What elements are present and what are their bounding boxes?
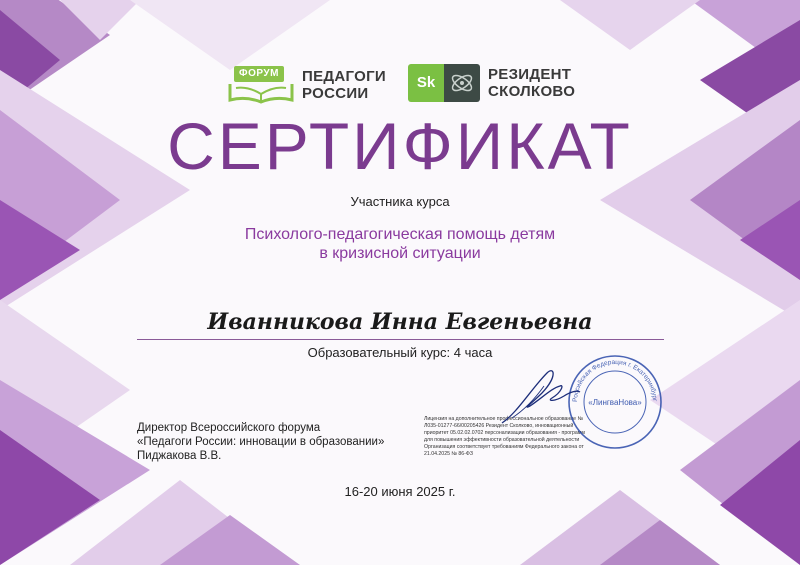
director-forum-name: «Педагоги России: инновации в образовании» <box>137 436 385 448</box>
license-line: 21.04.2025 № 86-ФЗ <box>424 451 473 457</box>
director-title: Директор Всероссийского форума <box>137 422 321 434</box>
bg-shape <box>130 0 330 70</box>
director-block <box>137 421 457 463</box>
certificate-subtitle: Участника курса <box>350 194 450 209</box>
name-underline <box>137 339 664 340</box>
license-line: для повышения эффективности образовательной деятельности <box>424 437 580 443</box>
skolkovo-logo-line2: СКОЛКОВО <box>488 83 576 100</box>
forum-badge: ФОРУМ <box>234 66 284 82</box>
forum-logo-line2: РОССИИ <box>302 85 369 102</box>
stamp-ring-text: Российская Федерация г. Екатеринбург <box>571 358 659 403</box>
certificate-title: СЕРТИФИКАТ <box>167 109 633 183</box>
course-hours: Образовательный курс: 4 часа <box>307 345 493 360</box>
skolkovo-resident-logo <box>408 64 578 106</box>
recipient-name: Иванникова Инна Евгеньевна <box>207 309 593 335</box>
course-name <box>0 225 800 263</box>
director-signature <box>492 368 582 428</box>
stamp-center-text: «ЛингваНова» <box>588 398 642 407</box>
open-book-icon <box>226 80 296 106</box>
license-line: Организация соответствует требованиям Федерального закона от <box>424 444 584 450</box>
skolkovo-logo-line1: РЕЗИДЕНТ <box>488 66 572 83</box>
license-line: Лицензия на дополнительное профессиональное образование № <box>424 416 584 422</box>
atom-icon <box>444 64 480 102</box>
course-dates: 16-20 июня 2025 г. <box>344 484 456 499</box>
forum-logo-text <box>302 68 386 102</box>
forum-pedagogi-rossii-logo <box>226 62 386 106</box>
course-name-line1: Психолого-педагогическая помощь детям <box>244 226 556 243</box>
bg-shape <box>560 0 700 50</box>
director-name: Пиджакова В.В. <box>137 450 222 462</box>
course-name-line2: в кризисной ситуации <box>319 245 481 262</box>
license-line: приоритет 05.02.02.0702 персонализации образования - программ <box>424 430 585 436</box>
skolkovo-logo-text <box>488 66 575 100</box>
license-line: Л035-01277-66/00205426 Резидент Сколково, инновационный <box>424 423 574 429</box>
forum-logo-line1: ПЕДАГОГИ <box>302 68 386 85</box>
sk-mark: Sk <box>408 64 444 102</box>
